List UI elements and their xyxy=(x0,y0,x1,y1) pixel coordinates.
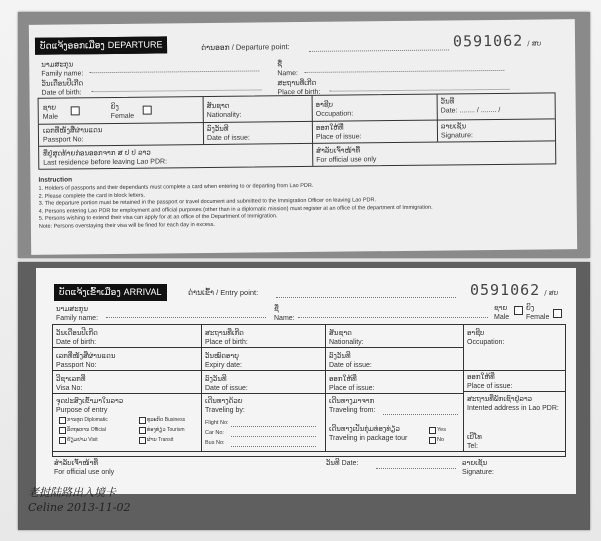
departure-name-line xyxy=(304,70,504,73)
purpose-visit-checkbox[interactable] xyxy=(59,437,66,444)
arrival-vdoi-label: ລົງວັນທີ Date of issue: xyxy=(205,375,248,392)
departure-header: ບັດແຈ້ງອອກເມືອງ DEPARTURE xyxy=(35,36,168,54)
arrival-bus-label: Bus No: xyxy=(205,440,225,446)
departure-lastres-label: ທີ່ຢູ່ສຸດທ້າຍກ່ອນອອກຈາກ ສ ປ ປ ລາວ Last residence before leaving Lao PDR: xyxy=(43,148,168,167)
arrival-male-label: ຊາຍ Male xyxy=(494,304,510,321)
departure-point-line xyxy=(309,49,449,51)
arrival-tel-label: ເບີໂທ Tel: xyxy=(467,433,482,450)
arrival-card xyxy=(36,268,576,494)
arrival-from-label: ເດີນທາງມາຈາກ Traveling from: xyxy=(329,397,376,414)
purpose-business-checkbox[interactable] xyxy=(139,417,146,424)
purpose-transit-checkbox[interactable] xyxy=(139,437,146,444)
purpose-diplomatic-checkbox[interactable] xyxy=(59,417,66,424)
departure-card xyxy=(29,19,577,255)
purpose-tourism-label: ທ່ອງທ່ຽວ Tourism xyxy=(147,427,185,433)
departure-point-label: ດ່ານອອກ / Departure point: xyxy=(201,42,290,53)
departure-name-label: ຊື່ Name: xyxy=(277,60,298,78)
arrival-visa-label: ວີຊາເລກທີ່ Visa No: xyxy=(56,375,86,392)
departure-dob-line xyxy=(92,89,262,92)
arrival-family-label: ນາມສະກຸນ Family name: xyxy=(56,305,99,322)
instruction-4: 4. Persons entering Lao PDR for employment and official purposes (other than in a diplomatic mission) must register at an office of the department of Immigration. xyxy=(38,204,433,215)
arrival-purpose-label: ຈຸດປະສົງເຂົ້າມາໃນລາວ Purpose of entry xyxy=(56,397,124,414)
instruction-1: 1. Holders of passports and their dependants must complete a card when entering to or departing from Lao PDR. xyxy=(38,182,314,192)
departure-male-label: ຊາຍ Male xyxy=(42,103,59,121)
departure-occupation-label: ອາຊີບ Occupation: xyxy=(315,100,354,118)
departure-family-label: ນາມສະກຸນ Family name: xyxy=(41,60,84,78)
arrival-car-label: Car No: xyxy=(205,430,224,436)
arrival-doi-label: ລົງວັນທີ Date of issue: xyxy=(329,352,372,369)
arrival-pob-label: ສະຖານທີ່ເກີດ Place of birth: xyxy=(205,329,248,346)
arrival-passport-label: ເລກທີ່ໜັງສືຜ່ານແດນ Passport No: xyxy=(56,352,116,369)
departure-official-label: ສໍາລັບເຈົ້າໜ້າທີ່ For official use only xyxy=(316,146,377,164)
arrival-official-label: ສໍາລັບເຈົ້າໜ້າທີ່ For official use only xyxy=(54,459,115,476)
departure-date-label: ວັນທີ Date: ........ / ........ / xyxy=(440,97,501,115)
package-yes-label: Yes xyxy=(437,427,446,433)
instruction-title: Instruction xyxy=(38,176,73,184)
arrival-signature-label: ລາຍເຊັນ Signature: xyxy=(462,459,494,476)
package-no-checkbox[interactable] xyxy=(429,437,436,444)
departure-serial: 0591062 / ສບ xyxy=(452,31,542,51)
purpose-official-label: ລັດຖະການ Official xyxy=(67,427,106,433)
arrival-package-label: ເດີນທາງເປັນກຸ່ມທ່ອງທ່ຽວ Traveling in package tour xyxy=(329,425,408,442)
caption-title: 老挝陆路出入境卡 xyxy=(28,486,116,499)
arrival-bus-line xyxy=(231,446,316,447)
departure-pob-label: ສະຖານທີ່ເກີດ Place of birth: xyxy=(277,78,321,97)
purpose-tourism-checkbox[interactable] xyxy=(139,427,146,434)
arrival-nationality-label: ສັນຊາດ Nationality: xyxy=(329,329,364,346)
arrival-serial: 0591062 / ສບ xyxy=(470,281,559,299)
departure-passport-label: ເລກທີ່ໜັງສືຜ່ານແດນ Passport No: xyxy=(42,126,103,144)
departure-poi-label: ອອກໃຫ້ທີ່ Place of issue: xyxy=(315,123,362,141)
caption-credit: Celine 2013-11-02 xyxy=(28,501,131,514)
arrival-flight-label: Flight No: xyxy=(205,420,229,426)
arrival-date-label: ວັນທີ Date: xyxy=(326,459,359,467)
purpose-diplomatic-label: ການທູດ Diplomatic xyxy=(67,417,108,423)
arrival-car-line xyxy=(231,436,316,437)
purpose-transit-label: ຜ່ານ Transit xyxy=(147,437,174,443)
arrival-travelby-label: ເດີນທາງດ້ວຍ Traveling by: xyxy=(205,397,245,414)
instruction-3: 3. The departure portion must be retained in the passport or travel document and submitted to the Immigration Officer on leaving Lao PDR. xyxy=(38,197,377,207)
departure-dob-label: ວັນເດືອນປີເກີດ Date of birth: xyxy=(41,79,84,97)
arrival-family-line xyxy=(106,317,266,318)
purpose-official-checkbox[interactable] xyxy=(59,427,66,434)
arrival-name-label: ຊື່ Name: xyxy=(274,305,295,322)
purpose-visit-label: ຢ້ຽມຢາມ Visit xyxy=(67,437,98,443)
departure-pob-line xyxy=(330,89,510,92)
arrival-from-line xyxy=(383,414,458,415)
departure-nationality-label: ສັນຊາດ Nationality: xyxy=(206,101,242,120)
package-no-label: No xyxy=(437,437,445,443)
departure-signature-label: ລາຍເຊັນ Signature: xyxy=(440,122,473,140)
arrival-occupation-label: ອາຊີບ Occupation: xyxy=(467,329,505,346)
arrival-poi-label: ອອກໃຫ້ທີ່ Place of issue: xyxy=(467,373,513,390)
arrival-name-line xyxy=(298,317,488,318)
departure-table xyxy=(38,92,557,169)
departure-female-checkbox[interactable] xyxy=(143,106,152,115)
arrival-intended-label: ສະຖານທີ່ພັກເຊົາຢູ່ລາວ Intented address in Lao PDR: xyxy=(467,395,559,412)
arrival-point-label: ດ່ານເຂົ້າ / Entry point: xyxy=(188,288,259,297)
arrival-male-checkbox[interactable] xyxy=(514,306,523,315)
purpose-business-label: ທຸລະກິດ Business xyxy=(147,417,186,423)
instruction-note: Note: Persons overstaying their visa will be fined for each day in excess. xyxy=(38,221,216,230)
arrival-female-checkbox[interactable] xyxy=(553,309,562,318)
package-yes-checkbox[interactable] xyxy=(429,427,436,434)
arrival-date-line xyxy=(376,468,456,469)
arrival-flight-line xyxy=(231,426,316,427)
arrival-expiry-label: ວັນໝົດອາຍຸ Expiry date: xyxy=(205,352,242,369)
departure-female-label: ຍິງ Female xyxy=(110,102,135,121)
instruction-2: 2. Please complete the card in block letters. xyxy=(38,192,146,200)
arrival-dob-label: ວັນເດືອນປີເກີດ Date of birth: xyxy=(56,329,98,346)
arrival-vpoi-label: ອອກໃຫ້ທີ່ Place of issue: xyxy=(329,375,375,392)
instruction-5: 5. Persons wishing to extend their visa can apply for at an office of the Department of Immigration. xyxy=(38,213,278,222)
arrival-header: ບັດແຈ້ງເຂົ້າເມືອງ ARRIVAL xyxy=(54,284,167,301)
departure-male-checkbox[interactable] xyxy=(71,106,80,115)
arrival-table xyxy=(52,324,566,457)
departure-family-line xyxy=(89,70,259,73)
departure-doi-label: ລົງວັນທີ Date of issue: xyxy=(206,124,250,143)
arrival-point-line xyxy=(276,297,456,298)
arrival-female-label: ຍິງ Female xyxy=(526,304,550,321)
